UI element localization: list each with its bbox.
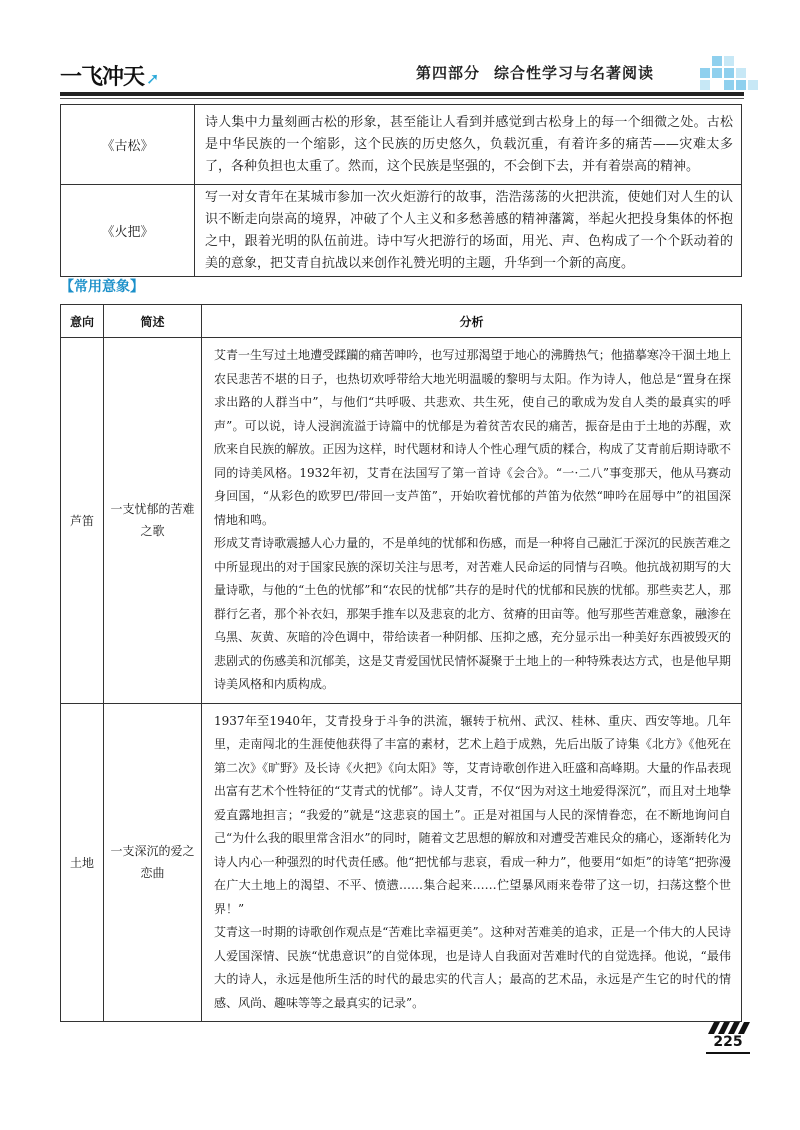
brand-text: 一飞冲天 [60,65,145,90]
header-analysis: 分析 [202,305,742,338]
table-header-row [61,305,742,338]
imagery-summary: 一支忧郁的苦难之歌 [104,338,202,704]
stripes-icon [704,1022,750,1034]
page-header [0,0,800,98]
header-image: 意向 [61,305,104,338]
page-number-badge [704,1022,750,1052]
analysis-paragraph: 1937年至1940年，艾青投身于斗争的洪流，辗转于杭州、武汉、桂林、重庆、西安等地。几年里，走南闯北的生涯使他获得了丰富的素材，艺术上趋于成熟，先后出版了诗集《北方》《他死在第二次》《旷野》及长诗《火把》《向太阳》等，艾青诗歌创作进入旺盛和高峰期。大量的作品表现出富有艺术个性特征的“艾青式的忧郁”。诗人艾青，不仅“因为对这土地爱得深沉”，而且对土地挚爱直露地担言；“我爱的”就是“这悲哀的国土”。正是对祖国与人民的深情眷恋，在不断地询问自己“为什么我的眼里常含泪水”的同时，随着文艺思想的解放和对遭受苦难民众的痛心，逐渐转化为诗人内心一种强烈的时代责任感。他“把忧郁与悲哀，看成一种力”，他要用“如炬”的诗笔“把弥漫在广大土地上的渴望、不平、愤懑……集合起来……伫望暴风雨来卷带了这一切，扫荡这整个世界！” [214,713,731,916]
corner-squares-decoration [700,54,760,92]
section-label: 综合性学习与名著阅读 [494,64,655,82]
table-row [61,703,742,1022]
table-row [61,185,742,277]
section-title [416,62,654,83]
imagery-name: 芦笛 [61,338,104,704]
imagery-section-label: 【常用意象】 [60,279,144,295]
works-table [60,104,742,277]
work-description: 诗人集中力量刻画古松的形象，甚至能让人看到并感觉到古松身上的每一个细微之处。古松是中华民族的一个缩影，这个民族的历史悠久，负载沉重，有着许多的痛苦——灾难太多了，各种负担也太重了。然而，这个民族是坚强的，不会倒下去，并有着崇高的精神。 [195,105,742,185]
work-title: 《古松》 [61,105,195,185]
work-description: 写一对女青年在某城市参加一次火炬游行的故事，浩浩荡荡的火把洪流，使她们对人生的认识不断走向崇高的境界，冲破了个人主义和多愁善感的精神藩篱，举起火把投身集体的怀抱之中，跟着光明的队伍前进。诗中写火把游行的场面，用光、声、色构成了一个个跃动着的美的意象，把艾青自抗战以来创作礼赞光明的主题，升华到一个新的高度。 [195,185,742,277]
page-number: 225 [706,1034,750,1054]
header-rule [60,92,744,96]
imagery-table [60,304,742,1022]
header-rule-thin [60,98,744,99]
table-row [61,338,742,704]
header-summary: 简述 [104,305,202,338]
brand-arrow-icon: ➚ [146,69,159,88]
imagery-summary: 一支深沉的爱之恋曲 [104,703,202,1022]
analysis-paragraph: 艾青一生写过土地遭受蹂躏的痛苦呻吟，也写过那渴望于地心的沸腾热气；他描摹寒冷干涸土地上农民悲苦不堪的日子，也热切欢呼带给大地光明温暖的黎明与太阳。作为诗人，他总是“置身在探求出路的人群当中”，与他们“共呼吸、共悲欢、共生死，使自己的歌成为发自人类的最真实的呼声”。可以说，诗人浸润流溢于诗篇中的忧郁是为着贫苦农民的痛苦，振奋是由于土地的苏醒，欢欣来自民族的解放。正因为这样，时代题材和诗人个性心理气质的糅合，构成了艾青前后期诗歌不同的诗美风格。1932年初，艾青在法国写了第一首诗《会合》。“一·二八”事变那天，他从马赛动身回国，“从彩色的欧罗巴/带回一支芦笛”，开始吹着忧郁的芦笛为依然“呻吟在屈辱中”的祖国深情地和鸣。 [214,348,731,527]
brand-logo [60,60,158,91]
work-title: 《火把》 [61,185,195,277]
imagery-name: 土地 [61,703,104,1022]
imagery-analysis [202,703,742,1022]
imagery-analysis [202,338,742,704]
table-row [61,105,742,185]
part-label: 第四部分 [416,64,481,82]
analysis-paragraph: 形成艾青诗歌震撼人心力量的，不是单纯的忧郁和伤感，而是一种将自己融汇于深沉的民族苦难之中所显现出的对于国家民族的深切关注与思考，对苦难人民命运的同情与召唤。他抗战初期写的大量诗歌，与他的“土色的忧郁”和“农民的忧郁”共存的是时代的忧郁和民族的忧郁。那些卖艺人，那群行乞者，那个补衣妇，那架手推车以及悲哀的北方、贫瘠的田亩等。他写那些苦难意象，融渗在乌黑、灰黄、灰暗的冷色调中，带给读者一种阴郁、压抑之感，充分显示出一种美好东西被毁灭的悲剧式的伤感美和沉郁美，这是艾青爱国忧民情怀凝聚于土地上的一种特殊表达方式，也是他早期诗美风格和内质构成。 [214,536,731,691]
analysis-paragraph: 艾青这一时期的诗歌创作观点是“苦难比幸福更美”。这种对苦难美的追求，正是一个伟大的人民诗人爱国深情、民族“忧患意识”的自觉体现，也是诗人自我面对苦难时代的自觉选择。他说，“最伟大的诗人，永远是他所生活的时代的最忠实的代言人；最高的艺术品，永远是产生它的时代的情感、风尚、趣味等等之最真实的记录”。 [214,925,731,1010]
